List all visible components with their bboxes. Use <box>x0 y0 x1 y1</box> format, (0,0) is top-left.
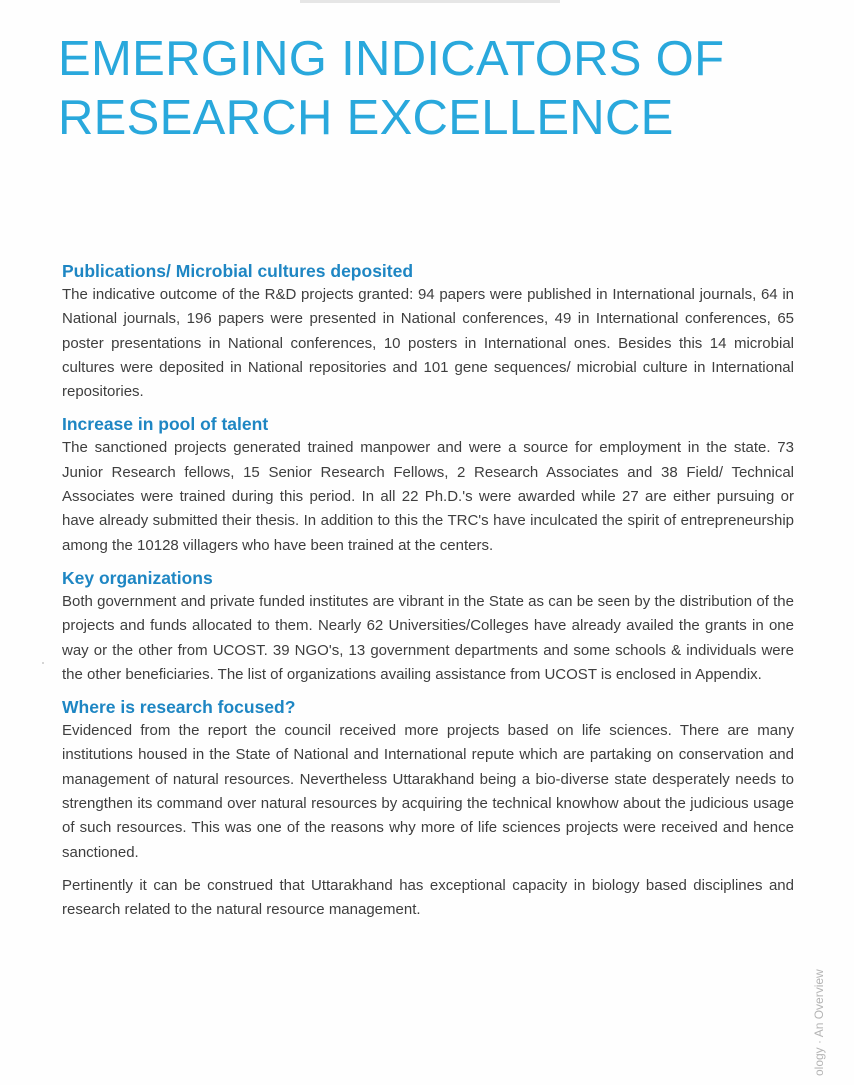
section-body-talent-pool: The sanctioned projects generated trained manpower and were a source for employment in the state. 73 Junior Research fellows, 15 Senior Research Fellows, 2 Research Associates and 38 Field/ Technical Associates were trained during this period. In all 22 Ph.D.'s were awarded while 27 are either pursuing or have already submitted their thesis. In addition to this the TRC's have inculcated the spirit of entrepreneurship among the 10128 villagers who have been trained at the centers. <box>62 439 794 554</box>
section-publications <box>62 260 794 404</box>
section-talent-pool <box>62 413 794 557</box>
closing-paragraph: Pertinently it can be construed that Uttarakhand has exceptional capacity in biology based disciplines and research related to the natural resource management. <box>62 876 794 919</box>
section-heading-talent-pool: Increase in pool of talent <box>62 414 269 435</box>
page-title: EMERGING INDICATORS OF RESEARCH EXCELLENCE <box>58 32 725 145</box>
section-body-publications: The indicative outcome of the R&D projects granted: 94 papers were published in International journals, 64 in National journals, 196 papers were presented in National conferences, 49 in International conferences, 65 poster presentations in National conferences, 10 posters in International ones. Besides this 14 microbial cultures were deposited in National repositories and 101 gene sequences/ microbial culture in International repositories. <box>62 286 794 401</box>
section-heading-research-focus: Where is research focused? <box>62 697 296 718</box>
section-heading-key-organizations: Key organizations <box>62 567 213 588</box>
side-running-label: ology · An Overview <box>812 969 826 1076</box>
section-heading-publications: Publications/ Microbial cultures deposited <box>62 261 414 281</box>
section-key-organizations <box>62 567 794 687</box>
section-body-research-focus: Evidenced from the report the council received more projects based on life sciences. There are many institutions housed in the State of National and International repute which are partaking on conservation and management of natural resources. Nevertheless Uttarakhand being a bio-diverse state desperately needs to strengthen its command over natural resources by acquiring the technical knowhow about the judicious usage of such resources. This was one of the reasons why more of life sciences projects were received and hence sanctioned. <box>62 722 794 861</box>
top-edge-rule <box>300 0 560 3</box>
section-body-key-organizations: Both government and private funded institutes are vibrant in the State as can be seen by the distribution of the projects and funds allocated to them. Nearly 62 Universities/Colleges have already availed the grants in one way or the other from UCOST. 39 NGO's, 13 government departments and some schools & individuals were the other beneficiaries. The list of organizations availing assistance from UCOST is enclosed in Appendix. <box>62 592 794 683</box>
main-content <box>62 260 794 932</box>
section-research-focus <box>62 696 794 922</box>
scan-speck <box>42 662 44 664</box>
